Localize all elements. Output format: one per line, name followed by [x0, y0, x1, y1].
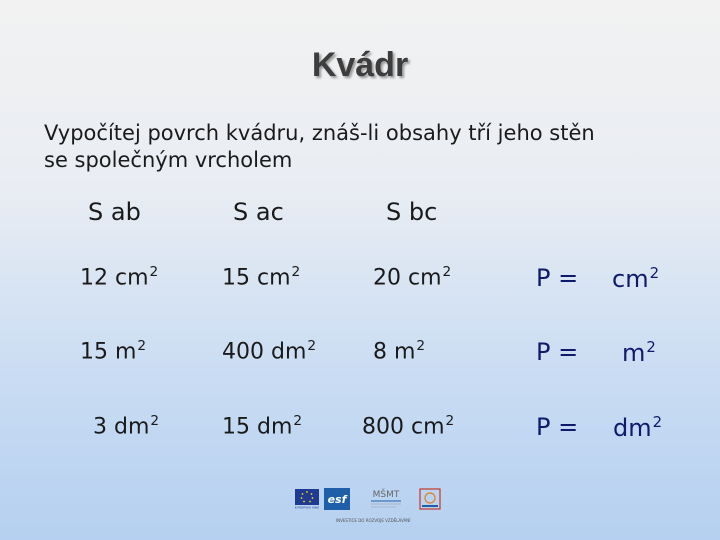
row3-p-label: P = [536, 413, 579, 441]
task-line-2: se společným vrcholem [44, 148, 293, 172]
row1-unit: $cm^2$ [612, 264, 660, 294]
eu-flag-logo [295, 489, 319, 509]
svg-text:EVROPSKÁ UNIE: EVROPSKÁ UNIE [295, 505, 319, 509]
header-sac: S ac [233, 198, 284, 226]
task-line-1: Vypočítej povrch kvádru, znáš-li obsahy tří jeho stěn [44, 121, 595, 145]
row2-sab: 15 $m^2$ [80, 338, 147, 365]
row1-sab: 12 $cm^2$ [80, 264, 159, 291]
row3-sbc: 800 $cm^2$ [362, 413, 455, 440]
footer-caption: INVESTICE DO ROZVOJE VZDĚLÁVÁNÍ [336, 518, 411, 523]
svg-text:MŠMT: MŠMT [372, 490, 400, 500]
row3-unit: $dm^2$ [613, 413, 663, 443]
row3-sab: 3 $dm^2$ [93, 413, 160, 440]
row1-p-label: P = [536, 264, 579, 292]
row3-sac: 15 $dm^2$ [222, 413, 303, 440]
row1-sac: 15 $cm^2$ [222, 264, 301, 291]
header-sbc: S bc [386, 198, 438, 226]
esf-logo [324, 488, 350, 510]
row2-p-label: P = [536, 338, 579, 366]
row2-sbc: 8 $m^2$ [373, 338, 426, 365]
slide-title: Kvádr [311, 46, 409, 84]
row2-unit: $m^2$ [622, 338, 656, 368]
row2-sac: 400 $dm^2$ [222, 338, 317, 365]
op-vk-logo [418, 487, 442, 511]
header-sab: S ab [88, 198, 141, 226]
msmt-logo [368, 485, 404, 511]
row1-sbc: 20 $cm^2$ [373, 264, 452, 291]
svg-text:esf: esf [327, 493, 347, 506]
task-text [44, 120, 684, 174]
